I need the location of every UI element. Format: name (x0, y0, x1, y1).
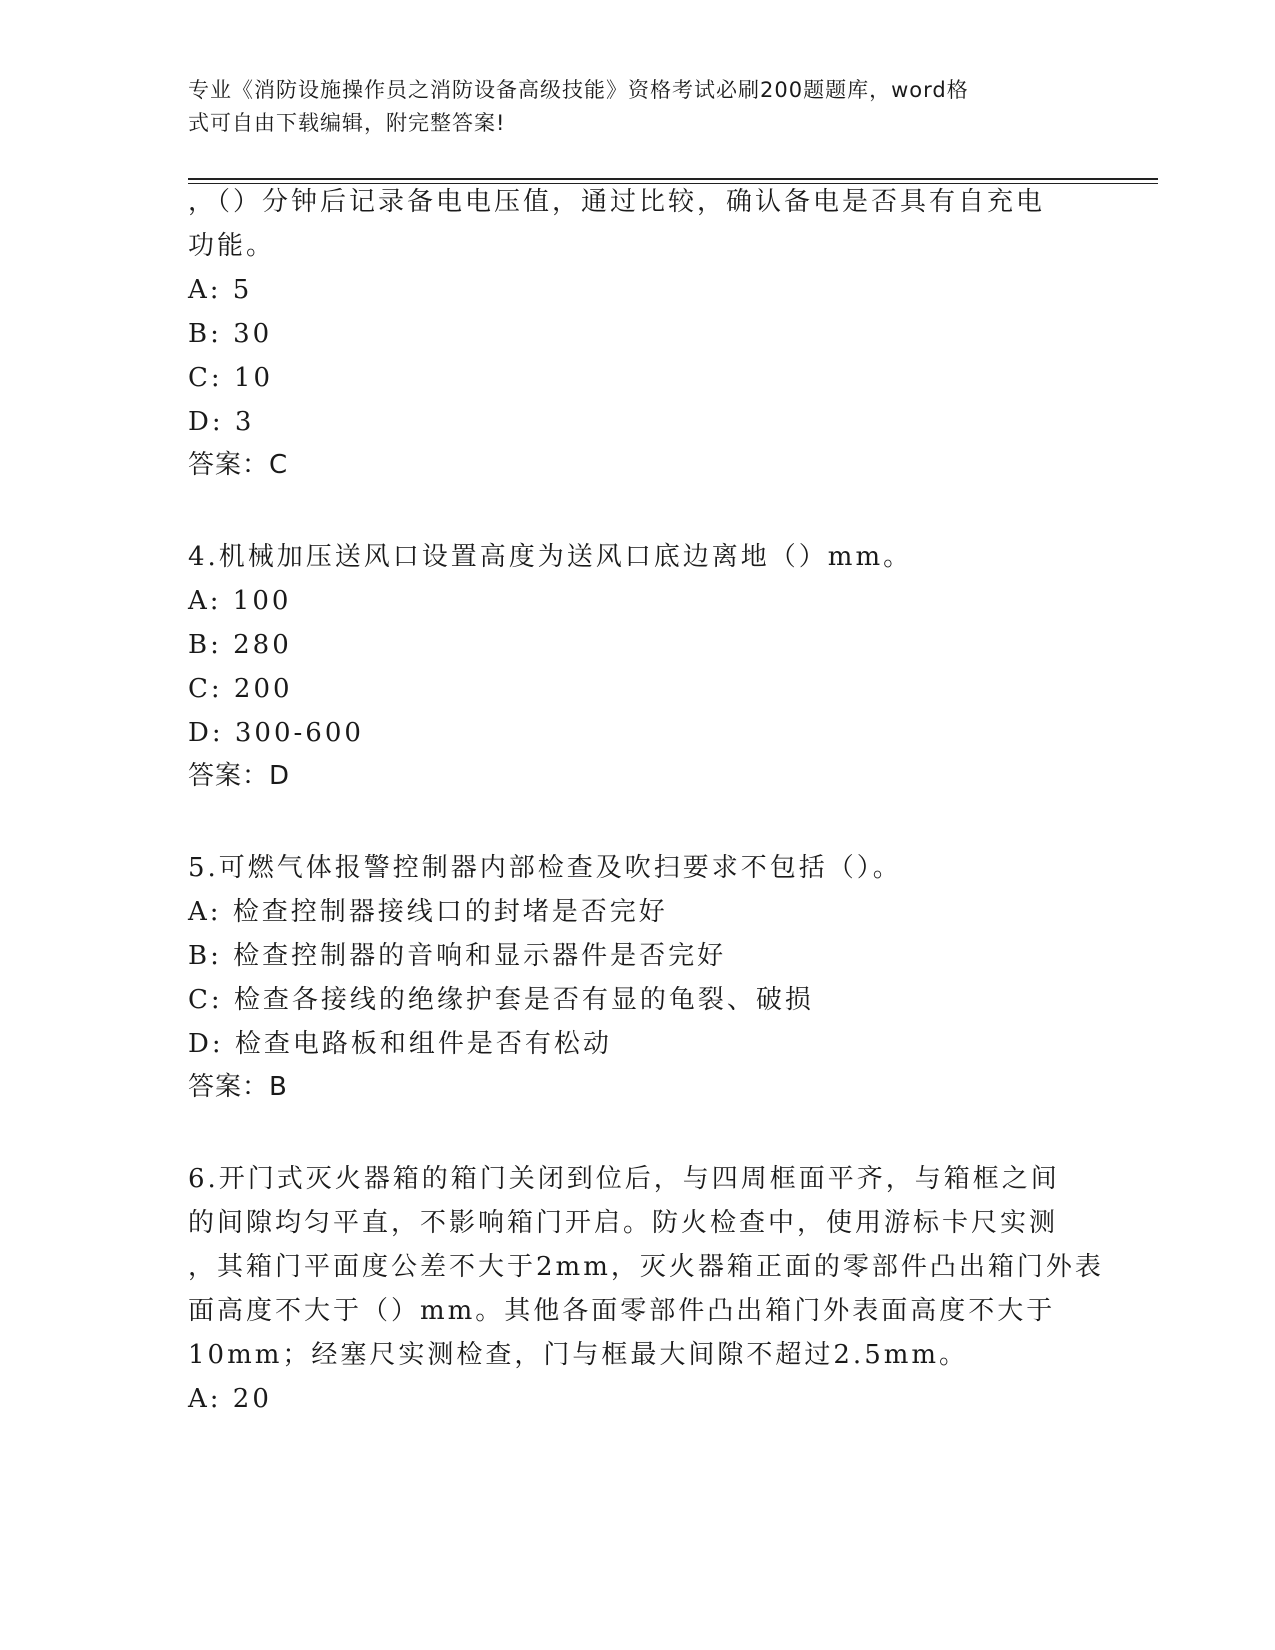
q3-option-b: B: 30 (188, 319, 273, 349)
q4-option-b: B: 280 (188, 630, 292, 660)
q4-option-c: C: 200 (188, 674, 293, 704)
q3-option-a: A: 5 (188, 275, 253, 305)
q4-stem-line-1: 4.机械加压送风口设置高度为送风口底边离地（）mm。 (188, 542, 913, 572)
q6-stem-line-2: 的间隙均匀平直，不影响箱门开启。防火检查中，使用游标卡尺实测 (188, 1208, 1059, 1238)
header-rule-thick (188, 178, 1158, 180)
q6-stem-line-5: 10mm；经塞尺实测检查，门与框最大间隙不超过2.5mm。 (188, 1340, 969, 1370)
q5-option-d: D: 检查电路板和组件是否有松动 (188, 1029, 612, 1059)
header-rule-thin (188, 183, 1158, 184)
document-header (188, 74, 1088, 140)
header-line-1: 专业《消防设施操作员之消防设备高级技能》资格考试必刷200题题库，word格 (188, 78, 969, 102)
q6-option-a: A: 20 (188, 1384, 272, 1414)
q3-answer: 答案：C (188, 450, 289, 480)
q5-stem-line-1: 5.可燃气体报警控制器内部检查及吹扫要求不包括（）。 (188, 853, 902, 883)
q6-stem-line-3: ，其箱门平面度公差不大于2mm，灭火器箱正面的零部件凸出箱门外表 (188, 1252, 1104, 1282)
q4-option-d: D: 300-600 (188, 718, 364, 748)
q3-stem-line-2: 功能。 (188, 231, 276, 261)
q3-stem-line-1: ，（）分钟后记录备电电压值，通过比较，确认备电是否具有自充电 (188, 187, 1046, 217)
q3-option-c: C: 10 (188, 363, 274, 393)
q4-answer: 答案：D (188, 761, 291, 791)
q5-answer: 答案：B (188, 1072, 288, 1102)
q5-option-a: A: 检查控制器接线口的封堵是否完好 (188, 897, 668, 927)
q6-stem-line-4: 面高度不大于（）mm。其他各面零部件凸出箱门外表面高度不大于 (188, 1296, 1056, 1326)
q6-stem-line-1: 6.开门式灭火器箱的箱门关闭到位后，与四周框面平齐，与箱框之间 (188, 1164, 1060, 1194)
q3-option-d: D: 3 (188, 407, 255, 437)
q5-option-b: B: 检查控制器的音响和显示器件是否完好 (188, 941, 727, 971)
header-line-2: 式可自由下载编辑，附完整答案! (188, 111, 506, 135)
q5-option-c: C: 检查各接线的绝缘护套是否有显的龟裂、破损 (188, 985, 814, 1015)
q4-option-a: A: 100 (188, 586, 292, 616)
